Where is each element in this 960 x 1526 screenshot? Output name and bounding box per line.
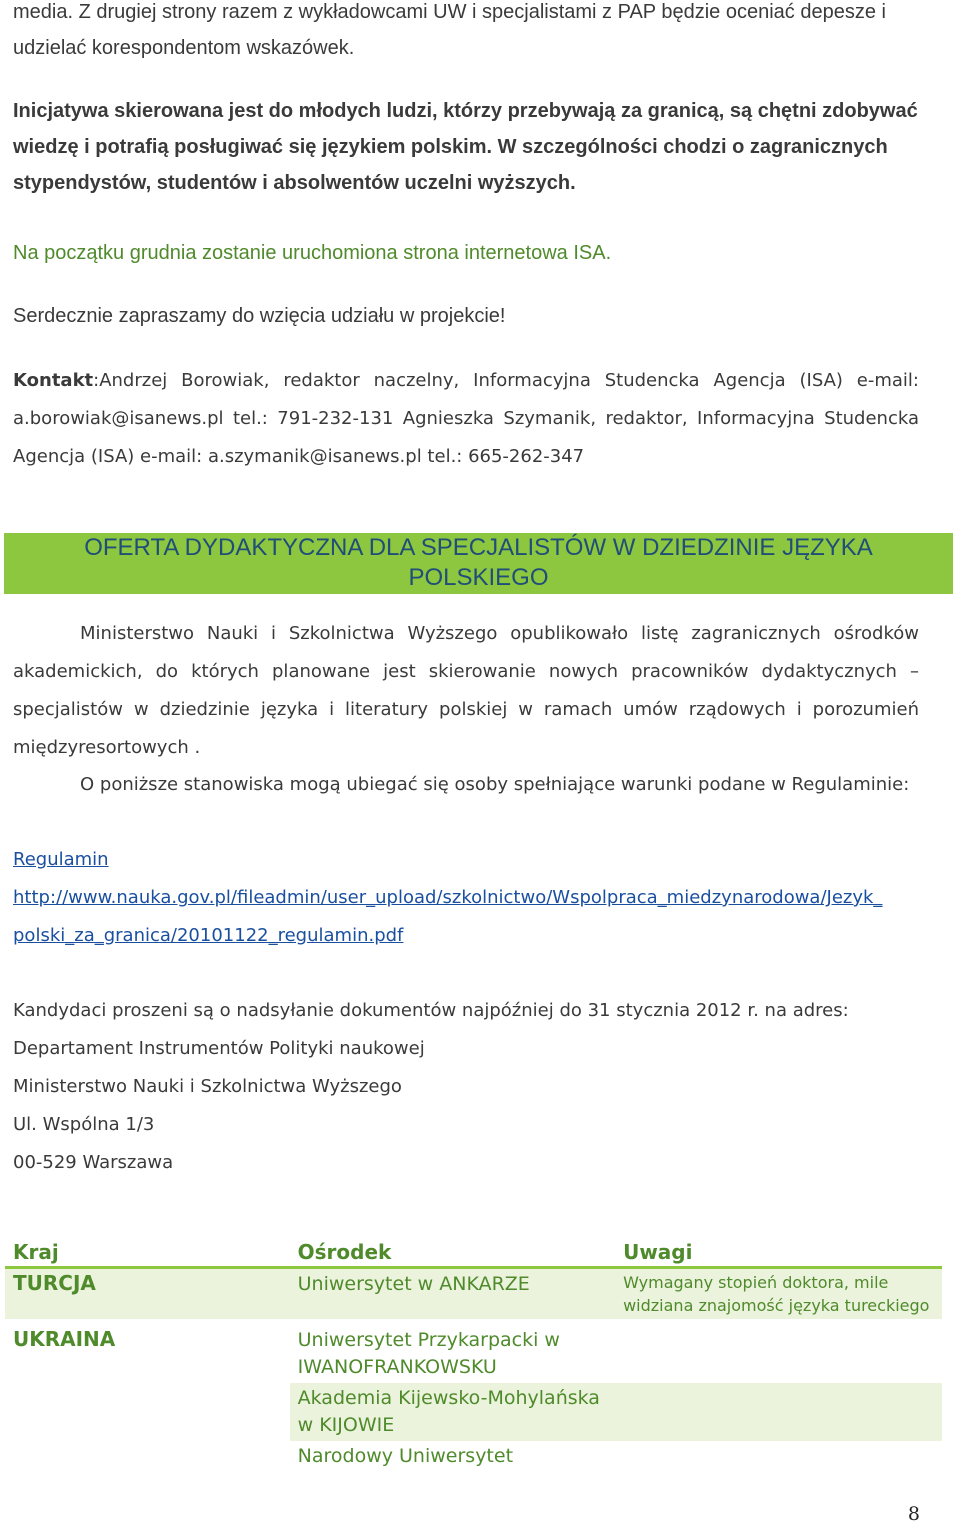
contact-text: :Andrzej Borowiak, redaktor naczelny, Informacyjna Studencka Agencja (ISA) e-mail: a.borowiak@isanews.pl tel.: 791-232-131 Agnieszka Szymanik, redaktor, Informacyjna Studencka Agencja (ISA) e-mail: a.szymanik@isanews.pl tel.: 665-262-347 xyxy=(13,370,919,467)
table-row xyxy=(5,1383,942,1441)
table-row xyxy=(5,1268,942,1320)
note-cell xyxy=(615,1319,942,1383)
note-cell xyxy=(615,1383,942,1441)
header-country: Kraj xyxy=(5,1238,290,1268)
regulation-url-part-2[interactable]: polski_za_granica/20101122_regulamin.pdf xyxy=(13,925,404,946)
regulation-links xyxy=(13,841,923,955)
offer-heading-line-2: POLSKIEGO xyxy=(408,564,549,591)
page-number: 8 xyxy=(907,1503,920,1525)
regulamin-link[interactable]: Regulamin xyxy=(13,849,109,870)
institution-cell: Uniwersytet w ANKARZE xyxy=(297,1273,530,1295)
initiative-text-b: W szczególności chodzi o zagranicznych stypendystów, studentów i absolwentów uczelni wyższych. xyxy=(13,136,888,194)
address-line-3: Ul. Wspólna 1/3 xyxy=(13,1114,155,1135)
offer-heading-banner xyxy=(4,533,953,594)
header-institution: Ośrodek xyxy=(290,1238,615,1268)
contact-label: Kontakt xyxy=(13,370,94,391)
header-notes: Uwagi xyxy=(615,1238,942,1268)
website-announcement: Na początku grudnia zostanie uruchomiona strona internetowa ISA. xyxy=(13,242,612,264)
note-cell: Wymagany stopień doktora, mile widziana znajomość języka tureckiego xyxy=(623,1273,930,1315)
intro-line-1: media. Z drugiej strony razem z wykładowcami UW i specjalistami z PAP będzie oceniać depesze i xyxy=(13,1,886,23)
institution-cell: Narodowy Uniwersytet xyxy=(297,1445,514,1467)
note-cell xyxy=(615,1441,942,1472)
intro-continuation xyxy=(13,0,923,66)
intro-line-2: udzielać korespondentom wskazówek. xyxy=(13,37,355,59)
address-line-2: Ministerstwo Nauki i Szkolnictwa Wyższego xyxy=(13,1076,402,1097)
deadline-line: Kandydaci proszeni są o nadsyłanie dokumentów najpóźniej do 31 stycznia 2012 r. na adres: xyxy=(13,1000,849,1021)
country-cell: UKRAINA xyxy=(13,1327,116,1351)
positions-table xyxy=(5,1238,942,1472)
offer-heading-line-1: OFERTA DYDAKTYCZNA DLA SPECJALISTÓW W DZIEDZINIE JĘZYKA xyxy=(84,534,873,561)
initiative-paragraph xyxy=(13,93,918,201)
offer-paragraph-2: O poniższe stanowiska mogą ubiegać się osoby spełniające warunki podane w Regulaminie: xyxy=(80,774,910,795)
offer-paragraph-1: Ministerstwo Nauki i Szkolnictwa Wyższego opublikowało listę zagranicznych ośrodków akademickich, do których planowane jest skierowanie nowych pracowników dydaktycznych – specjalistów w dziedzinie języka i literatury polskiej w ramach umów rządowych i porozumień międzyresortowych . xyxy=(13,623,919,758)
country-cell xyxy=(5,1383,290,1441)
institution-cell: Akademia Kijewsko-Mohylańska w KIJOWIE xyxy=(290,1383,615,1441)
address-line-1: Departament Instrumentów Polityki naukowej xyxy=(13,1038,425,1059)
contact-paragraph xyxy=(13,362,919,476)
address-block xyxy=(13,992,923,1182)
invitation-line: Serdecznie zapraszamy do wzięcia udziału w projekcie! xyxy=(13,305,506,327)
institution-cell: Uniwersytet Przykarpacki w IWANOFRANKOWSKU xyxy=(297,1329,560,1378)
country-cell: TURCJA xyxy=(13,1271,96,1295)
table-row xyxy=(5,1441,942,1472)
table-header-row xyxy=(5,1238,942,1268)
address-line-4: 00-529 Warszawa xyxy=(13,1152,174,1173)
table-row xyxy=(5,1319,942,1383)
initiative-text-a: Inicjatywa skierowana jest do młodych ludzi, którzy przebywają za granicą, są chętni zdobywać wiedzę i potrafią posługiwać się językiem polskim. xyxy=(13,100,918,158)
country-cell xyxy=(5,1441,290,1472)
regulation-url-part-1[interactable]: http://www.nauka.gov.pl/fileadmin/user_upload/szkolnictwo/Wspolpraca_miedzynarodowa/Jezyk_ xyxy=(13,887,883,908)
